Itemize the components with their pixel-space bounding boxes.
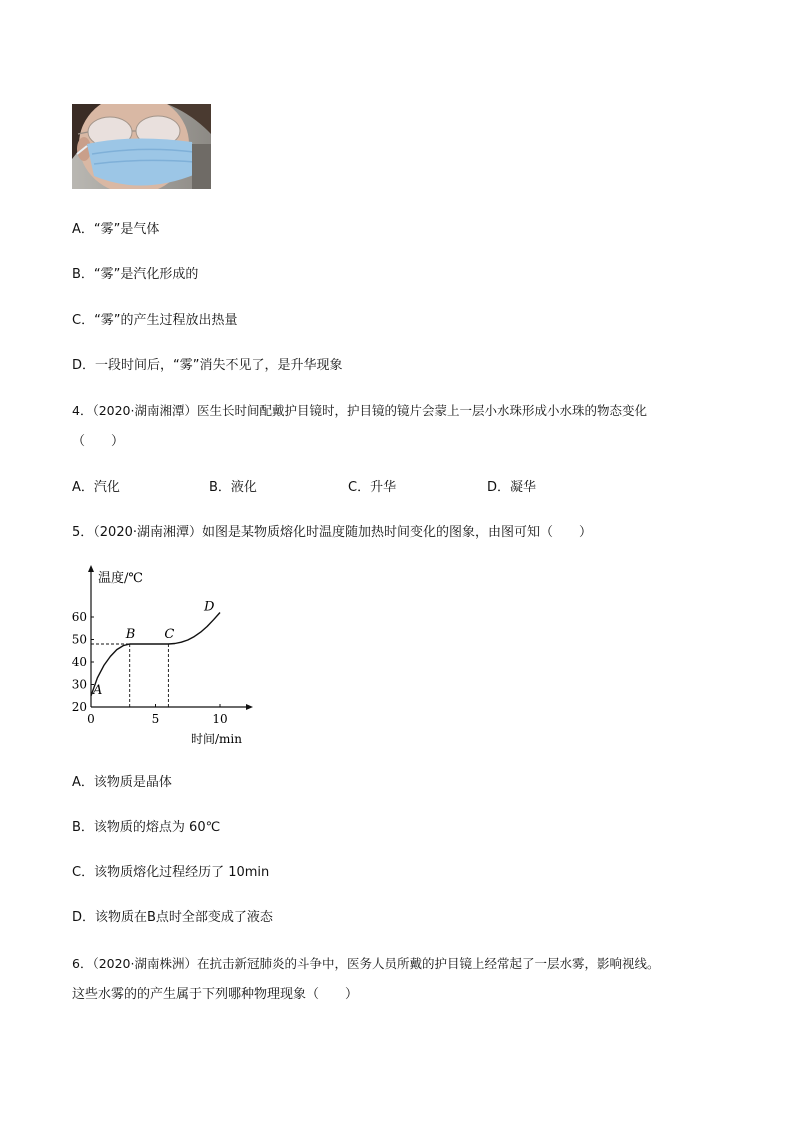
x-tick-label: 5 — [151, 712, 160, 726]
q6-stem-line1: 6．（2020·湖南株洲）在抗击新冠肺炎的斗争中，医务人员所戴的护目镜上经常起了一层水雾，影响视线。 — [72, 956, 660, 971]
y-tick-label: 20 — [71, 700, 87, 714]
point-label-a: A — [93, 682, 103, 698]
q3-option-d: D．一段时间后，“雾”消失不见了，是升华现象 — [72, 358, 343, 373]
temperature-time-chart — [66, 560, 266, 750]
q4-option-a: A．汽化 — [72, 480, 120, 495]
y-tick-label: 40 — [71, 655, 87, 669]
y-tick-label: 30 — [71, 677, 87, 692]
q4-option-c: C．升华 — [348, 480, 397, 495]
q5-option-b: B．该物质的熔点为 60℃ — [72, 820, 221, 835]
q5-stem: 5．（2020·湖南湘潭）如图是某物质熔化时温度随加热时间变化的图象，由图可知（ ） — [72, 525, 592, 540]
y-tick-label: 50 — [71, 632, 87, 647]
x-axis-arrow — [246, 704, 253, 710]
temperature-curve — [91, 613, 220, 696]
y-axis-label: 温度/℃ — [98, 571, 143, 586]
q5-option-d: D．该物质在B点时全部变成了液态 — [72, 910, 273, 925]
q3-option-c: C．“雾”的产生过程放出热量 — [72, 313, 238, 328]
q4-stem-line2: （ ） — [72, 434, 125, 449]
point-label-d: D — [204, 599, 215, 615]
point-label-c: C — [164, 627, 175, 642]
y-axis-arrow — [88, 565, 94, 572]
y-tick-label: 60 — [71, 610, 87, 624]
q4-option-b: B．液化 — [209, 480, 257, 495]
x-tick-label: 0 — [87, 712, 95, 726]
x-axis-label: 时间/min — [191, 732, 242, 746]
x-tick-label: 10 — [212, 712, 228, 726]
q3-option-b: B．“雾”是汽化形成的 — [72, 267, 199, 282]
q5-option-c: C．该物质熔化过程经历了 10min — [72, 865, 270, 880]
q6-stem-line2: 这些水雾的的产生属于下列哪种物理现象（ ） — [72, 987, 359, 1002]
q3-option-a: A．“雾”是气体 — [72, 222, 160, 237]
fogged-glasses-photo — [72, 104, 211, 189]
point-label-b: B — [125, 627, 136, 642]
q4-stem-line1: 4．（2020·湖南湘潭）医生长时间配戴护目镜时，护目镜的镜片会蒙上一层小水珠形成小水珠的物态变化 — [72, 403, 647, 418]
q5-option-a: A．该物质是晶体 — [72, 775, 172, 790]
q4-option-d: D．凝华 — [487, 480, 537, 495]
